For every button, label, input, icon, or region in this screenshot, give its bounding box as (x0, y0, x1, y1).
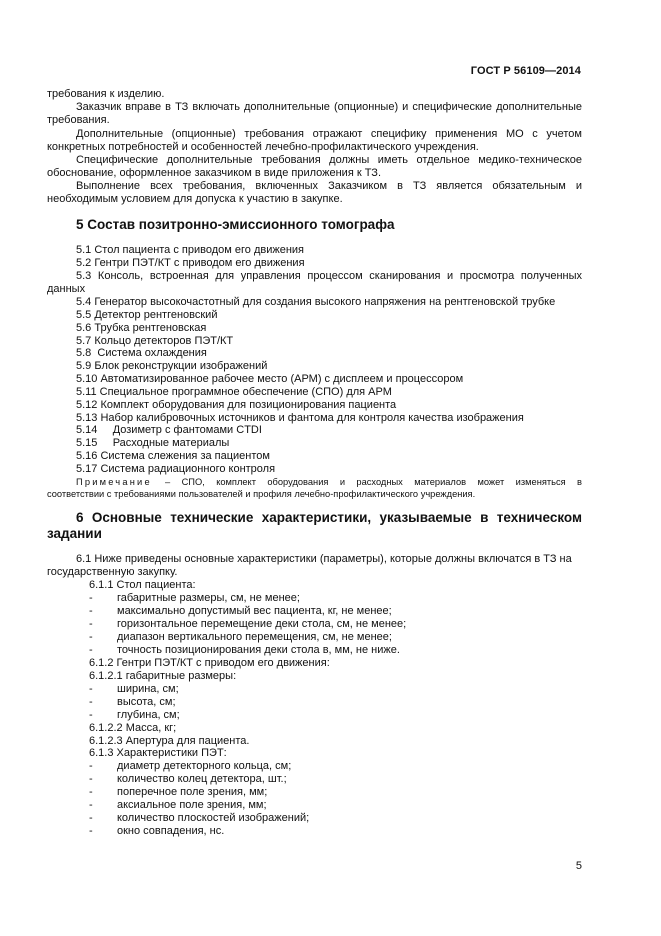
bullet-dash: - (89, 825, 93, 837)
section-6-title: 6 Основные технические характеристики, указываемые в техническом (76, 510, 582, 525)
section-5-title: 5 Состав позитронно-эмиссионного томографа (76, 217, 395, 232)
section-5-item: 5.11 Специальное программное обеспечение (СПО) для АРМ (76, 386, 392, 398)
section-5-item: 5.6 Трубка рентгеновская (76, 322, 207, 334)
bullet-dash: - (89, 683, 93, 695)
list-item: диаметр детекторного кольца, см; (117, 760, 292, 772)
aperture-line: 6.1.2.3 Апертура для пациента. (89, 735, 250, 747)
section-6-intro: государственную закупку. (47, 566, 178, 578)
intro-line: обоснование, оформленное заказчиком в виде приложения к ТЗ. (47, 167, 382, 179)
page-number: 5 (575, 860, 582, 872)
bullet-dash: - (89, 631, 93, 643)
gantry-heading: 6.1.2 Гентри ПЭТ/КТ с приводом его движения: (89, 657, 330, 669)
bullet-dash: - (89, 592, 93, 604)
list-item: габаритные размеры, см, не менее; (117, 592, 300, 604)
section-5-item: 5.16 Система слежения за пациентом (76, 450, 270, 462)
pet-heading: 6.1.3 Характеристики ПЭТ: (89, 747, 227, 759)
section-5-item: 5.2 Гентри ПЭТ/КТ с приводом его движения (76, 257, 305, 269)
bullet-dash: - (89, 696, 93, 708)
mass-line: 6.1.2.2 Масса, кг; (89, 722, 177, 734)
section-5-item: 5.10 Автоматизированное рабочее место (АРМ) с дисплеем и процессором (76, 373, 464, 385)
bullet-dash: - (89, 618, 93, 630)
section-6-title: задании (47, 526, 102, 541)
bullet-dash: - (89, 605, 93, 617)
section-5-item: 5.3 Консоль, встроенная для управления процессом сканирования и просмотра полученных (76, 270, 582, 282)
list-item: окно совпадения, нс. (117, 825, 225, 837)
intro-line: Специфические дополнительные требования должны иметь отдельное медико-техническое (76, 154, 582, 166)
note-text: – СПО, комплект оборудования и расходных материалов может изменяться в (165, 477, 582, 487)
list-item: поперечное поле зрения, мм; (117, 786, 268, 798)
intro-line: необходимым условием для допуска к участию в закупке. (47, 193, 343, 205)
section-5-item: 5.9 Блок реконструкции изображений (76, 360, 268, 372)
standard-header: ГОСТ Р 56109—2014 (470, 65, 581, 77)
section-5-item: 5.17 Система радиационного контроля (76, 463, 276, 475)
dims-heading: 6.1.2.1 габаритные размеры: (89, 670, 237, 682)
bullet-dash: - (89, 644, 93, 656)
bullet-dash: - (89, 786, 93, 798)
section-5-item: 5.12 Комплект оборудования для позиционирования пациента (76, 399, 397, 411)
intro-line: требования к изделию. (47, 88, 165, 100)
section-5-item: 5.14 Дозиметр с фантомами CTDI (76, 424, 262, 436)
list-item: количество плоскостей изображений; (117, 812, 310, 824)
section-5-item: 5.4 Генератор высокочастотный для создания высокого напряжения на рентгеновской трубке (76, 296, 556, 308)
bullet-dash: - (89, 773, 93, 785)
section-5-item: 5.8 Система охлаждения (76, 347, 207, 359)
section-5-item: 5.7 Кольцо детекторов ПЭТ/КТ (76, 335, 234, 347)
bullet-dash: - (89, 760, 93, 772)
intro-line: Дополнительные (опционные) требования отражают специфику применения МО с учетом (76, 128, 582, 140)
bullet-dash: - (89, 709, 93, 721)
intro-line: конкретных потребностей и особенностей лечебно-профилактического учреждения. (47, 141, 479, 153)
list-item: точность позиционирования деки стола в, мм, не ниже. (117, 644, 400, 656)
list-item: глубина, см; (117, 709, 180, 721)
bullet-dash: - (89, 799, 93, 811)
section-5-item: данных (47, 283, 86, 295)
list-item: ширина, см; (117, 683, 179, 695)
intro-line: требования. (47, 114, 110, 126)
table-heading: 6.1.1 Стол пациента: (89, 579, 196, 591)
section-6-intro: 6.1 Ниже приведены основные характеристики (параметры), которые должны включатся в ТЗ на (76, 553, 572, 565)
note-label: Примечание (76, 477, 152, 487)
section-5-item: 5.13 Набор калибровочных источников и фантома для контроля качества изображения (76, 412, 524, 424)
note-text: соответствии с требованиями пользователей и профиля лечебно-профилактического учреждения. (47, 489, 476, 499)
section-5-item: 5.15 Расходные материалы (76, 437, 230, 449)
section-5-item: 5.5 Детектор рентгеновский (76, 309, 218, 321)
list-item: высота, см; (117, 696, 176, 708)
bullet-dash: - (89, 812, 93, 824)
list-item: диапазон вертикального перемещения, см, не менее; (117, 631, 392, 643)
intro-line: Выполнение всех требования, включенных Заказчиком в ТЗ является обязательным и (76, 180, 582, 192)
list-item: аксиальное поле зрения, мм; (117, 799, 267, 811)
list-item: количество колец детектора, шт.; (117, 773, 287, 785)
list-item: максимально допустимый вес пациента, кг, не менее; (117, 605, 392, 617)
section-5-item: 5.1 Стол пациента с приводом его движения (76, 244, 305, 256)
list-item: горизонтальное перемещение деки стола, см, не менее; (117, 618, 407, 630)
intro-line: Заказчик вправе в ТЗ включать дополнительные (опционные) и специфические дополнительные (76, 101, 582, 113)
